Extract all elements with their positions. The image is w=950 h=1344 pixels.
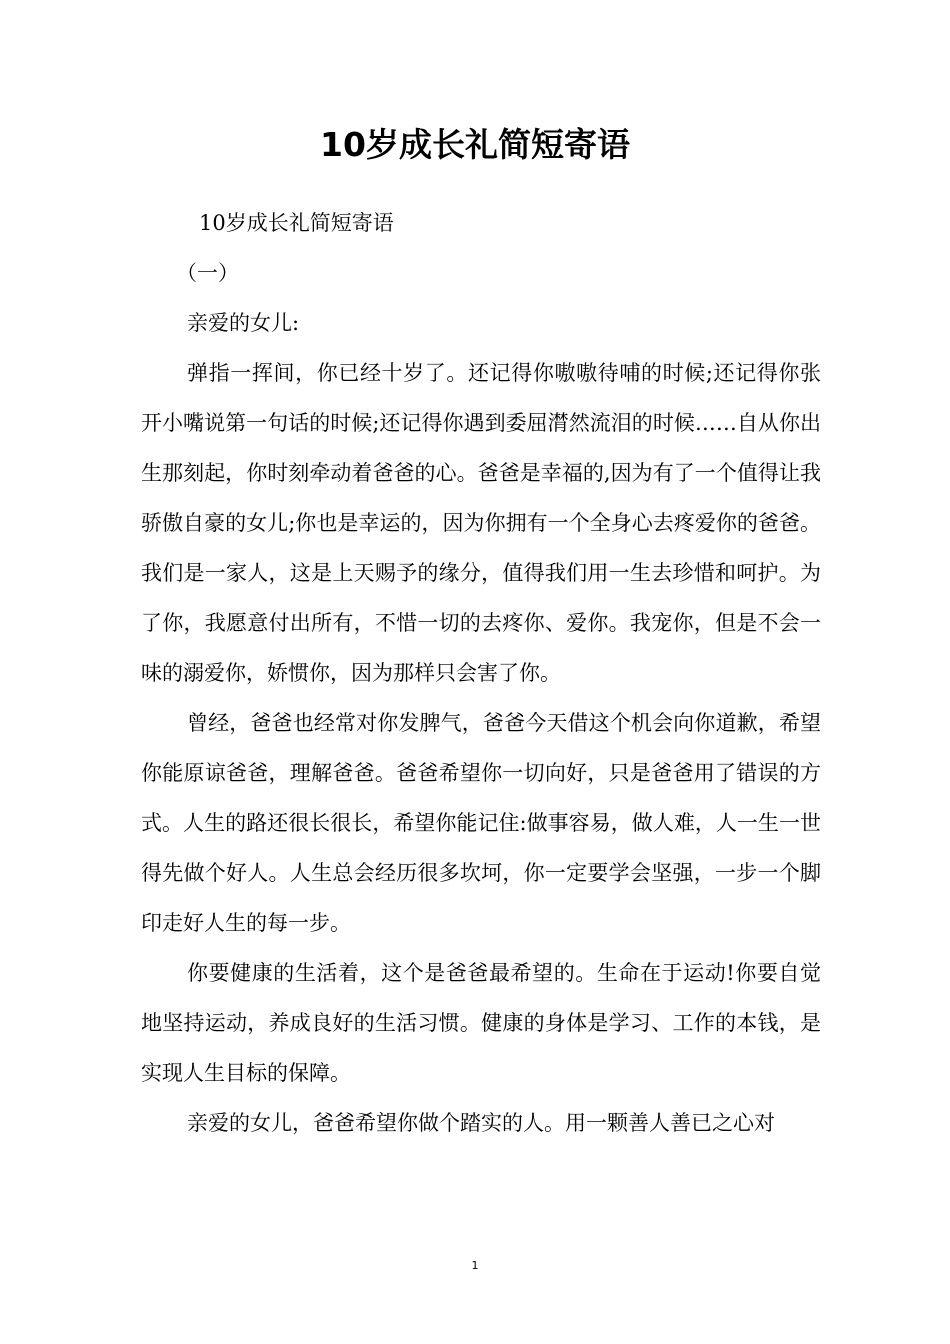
page-number: 1 — [471, 1259, 479, 1272]
section-marker: （一） — [176, 261, 239, 285]
paragraph-2: 曾经，爸爸也经常对你发脾气，爸爸今天借这个机会向你道歉，希望你能原谅爸爸，理解爸爸。爸爸希望你一切向好，只是爸爸用了错误的方式。人生的路还很长很长，希望你能记住:做事容易，做人难，人一生一世得先做个好人。人生总会经历很多坎坷，你一定要学会坚强，一步一个脚印走好人生的每一步。 — [141, 711, 821, 935]
salutation: 亲爱的女儿: — [187, 311, 300, 335]
subtitle-line: 10岁成长礼简短寄语 — [199, 211, 394, 235]
document-title: 10岁成长礼简短寄语 — [320, 125, 630, 164]
paragraph-1: 弹指一挥间，你已经十岁了。还记得你嗷嗷待哺的时候;还记得你张开小嘴说第一句话的时候;还记得你遇到委屈潸然流泪的时候……自从你出生那刻起，你时刻牵动着爸爸的心。爸爸是幸福的,因为有了一个值得让我骄傲自豪的女儿;你也是幸运的，因为你拥有一个全身心去疼爱你的爸爸。我们是一家人，这是上天赐予的缘分，值得我们用一生去珍惜和呵护。为了你，我愿意付出所有，不惜一切的去疼你、爱你。我宠你，但是不会一味的溺爱你，娇惯你，因为那样只会害了你。 — [141, 361, 821, 685]
paragraph-3: 你要健康的生活着，这个是爸爸最希望的。生命在于运动!你要自觉地坚持运动，养成良好的生活习惯。健康的身体是学习、工作的本钱，是实现人生目标的保障。 — [141, 961, 821, 1085]
paragraph-4: 亲爱的女儿，爸爸希望你做个踏实的人。用一颗善人善已之心对 — [187, 1111, 775, 1135]
document-body — [141, 198, 821, 1148]
